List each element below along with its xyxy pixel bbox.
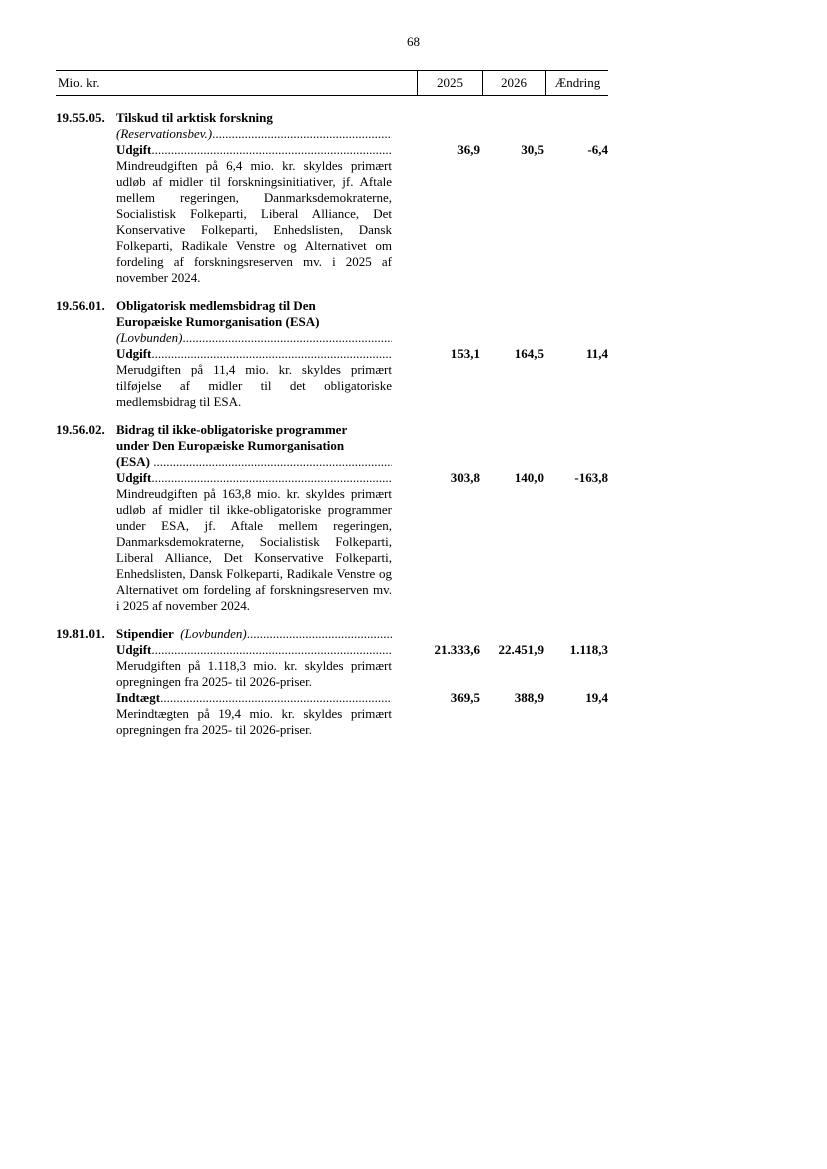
entry-19-56-02 xyxy=(56,422,608,614)
value-change: -163,8 xyxy=(574,470,608,485)
item-label: Indtægt xyxy=(116,690,161,705)
entry-title-line-2: under Den Europæiske Rumorganisation xyxy=(116,438,345,453)
item-label: Udgift xyxy=(116,346,152,361)
value-2026: 140,0 xyxy=(514,470,544,485)
entry-19-56-01 xyxy=(56,298,608,410)
header-col-change: Ændring xyxy=(545,71,609,95)
item-label: Udgift xyxy=(116,642,152,657)
header-col-2026: 2026 xyxy=(482,71,545,95)
entry-title-line-1: Bidrag til ikke-obligatoriske programmer xyxy=(116,422,348,437)
entry-title-line-1: Obligatorisk medlemsbidrag til Den xyxy=(116,298,316,313)
item-description: Merindtægten på 19,4 mio. kr. skyldes primært opregningen fra 2025- til 2026-priser. xyxy=(116,706,392,737)
value-change: 11,4 xyxy=(585,346,608,361)
value-2026: 30,5 xyxy=(521,142,544,157)
item-label: Udgift xyxy=(116,142,152,157)
entry-qualifier-line xyxy=(116,126,392,142)
page-number: 68 xyxy=(407,34,420,49)
entry-code: 19.81.01. xyxy=(56,626,105,641)
entry-code: 19.56.01. xyxy=(56,298,105,313)
value-2025: 36,9 xyxy=(457,142,480,157)
item-description: Mindreudgiften på 163,8 mio. kr. skyldes primært udløb af midler til ikke-obligatoriske programmer under ESA, jf. Aftale mellem regeringen, Danmarksdemokraterne, Socialistisk Folkeparti, Liberal Alliance, Det Konservative Folkeparti, Enhedslisten, Dansk Folkeparti, Radikale Venstre og Alternativet om fordeling af forskningsreserven mv. i 2025 af november 2024. xyxy=(116,486,392,613)
entry-code: 19.56.02. xyxy=(56,422,105,437)
value-2025: 153,1 xyxy=(450,346,480,361)
value-change: -6,4 xyxy=(587,142,608,157)
entries-list xyxy=(56,110,608,750)
value-change: 1.118,3 xyxy=(569,642,608,657)
entry-title: Stipendier xyxy=(116,626,174,641)
entry-qualifier: (ESA) xyxy=(116,454,150,469)
value-2025: 369,5 xyxy=(450,690,480,705)
table-header xyxy=(56,70,608,96)
entry-qualifier-line xyxy=(116,330,392,346)
value-2026: 164,5 xyxy=(514,346,544,361)
item-label: Udgift xyxy=(116,470,152,485)
value-2025: 21.333,6 xyxy=(434,642,480,657)
entry-19-81-01 xyxy=(56,626,608,738)
entry-19-55-05 xyxy=(56,110,608,286)
header-col-2025: 2025 xyxy=(417,71,482,95)
item-description: Merudgiften på 1.118,3 mio. kr. skyldes primært opregningen fra 2025- til 2026-priser. xyxy=(116,658,392,689)
entry-qualifier: (Lovbunden) xyxy=(180,626,247,641)
value-2026: 388,9 xyxy=(514,690,544,705)
entry-qualifier: (Lovbunden) xyxy=(116,330,183,345)
entry-title-line-2: Europæiske Rumorganisation (ESA) xyxy=(116,314,320,329)
value-2025: 303,8 xyxy=(450,470,480,485)
entry-title: Tilskud til arktisk forskning xyxy=(116,110,273,125)
item-description: Mindreudgiften på 6,4 mio. kr. skyldes primært udløb af midler til forskningsinitiativer, jf. Aftale mellem regeringen, Danmarksdemokraterne, Socialistisk Folkeparti, Liberal Alliance, Det Konservative Folkeparti, Enhedslisten, Dansk Folkeparti, Radikale Venstre og Alternativet om fordeling af forskningsreserven mv. i 2025 af november 2024. xyxy=(116,158,392,285)
header-unit-label: Mio. kr. xyxy=(58,75,100,90)
entry-qualifier: (Reservationsbev.) xyxy=(116,126,213,141)
entry-title-line xyxy=(116,626,392,642)
entry-qualifier-line xyxy=(116,454,392,470)
value-2026: 22.451,9 xyxy=(498,642,544,657)
entry-code: 19.55.05. xyxy=(56,110,105,125)
item-description: Merudgiften på 11,4 mio. kr. skyldes primært tilføjelse af midler til det obligatoriske medlemsbidrag til ESA. xyxy=(116,362,392,409)
value-change: 19,4 xyxy=(585,690,608,705)
